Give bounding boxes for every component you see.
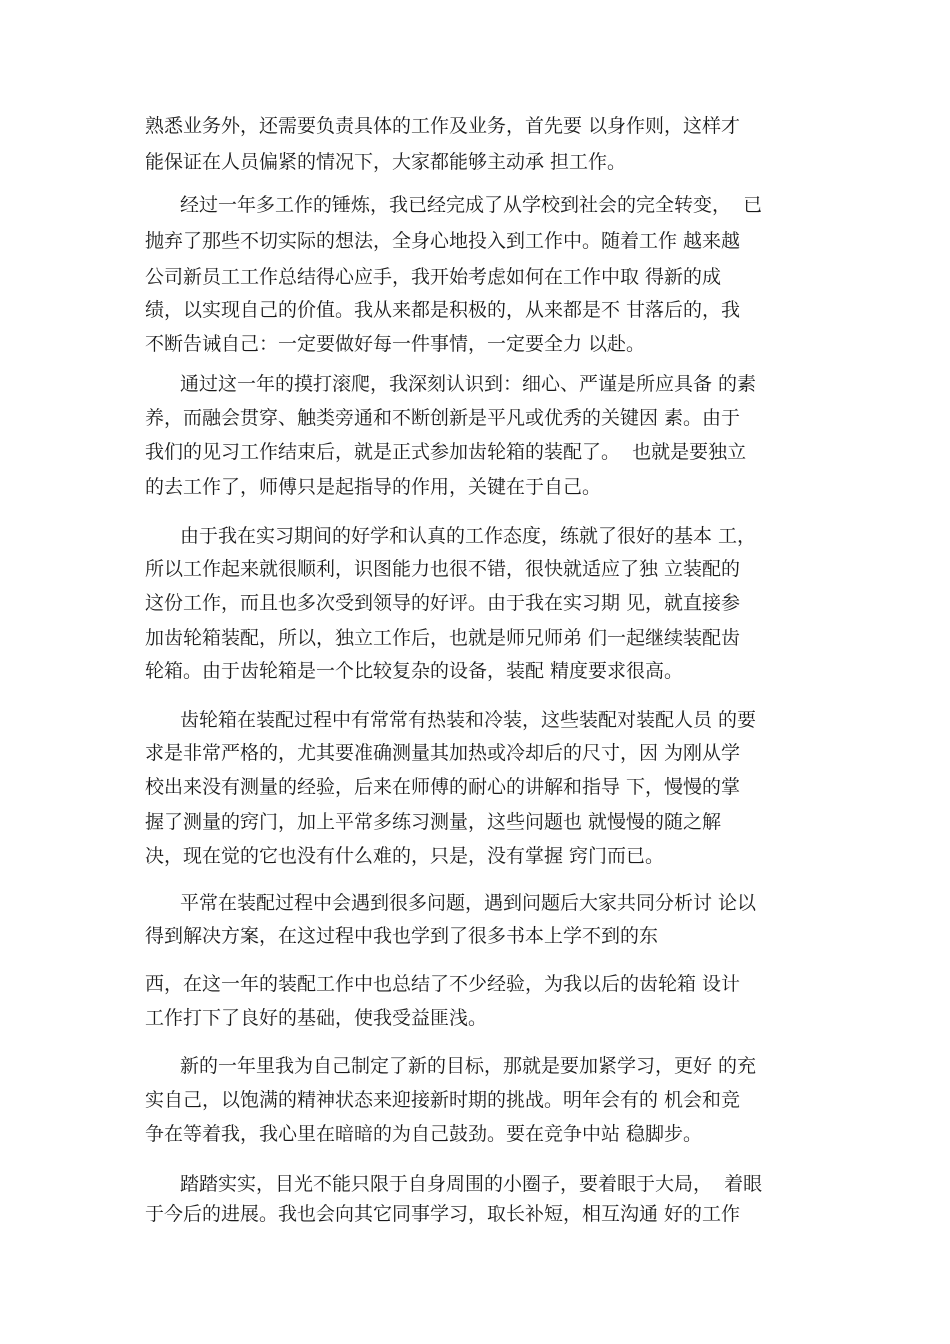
text-line: 踏踏实实，目光不能只限于自身周围的小圈子，要着眼于大局， 着眼 — [180, 1173, 763, 1195]
text-line: 平常在装配过程中会遇到很多问题，遇到问题后大家共同分析讨 论以 — [180, 892, 757, 914]
text-line: 实自己，以饱满的精神状态来迎接新时期的挑战。明年会有的 机会和竞 — [145, 1089, 741, 1111]
text-line: 由于我在实习期间的好学和认真的工作态度，练就了很好的基本 工， — [180, 525, 757, 547]
text-line: 西，在这一年的装配工作中也总结了不少经验，为我以后的齿轮箱 设计 — [145, 973, 741, 995]
text-line: 我们的见习工作结束后，就是正式参加齿轮箱的装配了。 也就是要独立 — [145, 441, 747, 463]
text-line: 绩，以实现自己的价值。我从来都是积极的，从来都是不 甘落后的，我 — [145, 299, 741, 321]
text-line: 的去工作了，师傅只是起指导的作用，关键在于自己。 — [145, 476, 602, 498]
text-line: 求是非常严格的，尤其要准确测量其加热或冷却后的尺寸，因 为刚从学 — [145, 742, 741, 764]
text-line: 熟悉业务外，还需要负责具体的工作及业务，首先要 以身作则，这样才 — [145, 115, 741, 137]
text-line: 养，而融会贯穿、触类旁通和不断创新是平凡或优秀的关键因 素。由于 — [145, 407, 741, 429]
text-line: 公司新员工工作总结得心应手，我开始考虑如何在工作中取 得新的成 — [145, 266, 722, 288]
text-line: 这份工作，而且也多次受到领导的好评。由于我在实习期 见，就直接参 — [145, 592, 741, 614]
text-line: 争在等着我，我心里在暗暗的为自己鼓劲。要在竞争中站 稳脚步。 — [145, 1123, 703, 1145]
text-line: 经过一年多工作的锤炼，我已经完成了从学校到社会的完全转变， 已 — [180, 194, 763, 216]
text-line: 校出来没有测量的经验，后来在师傅的耐心的讲解和指导 下，慢慢的掌 — [145, 776, 741, 798]
text-line: 决，现在觉的它也没有什么难的，只是，没有掌握 窍门而已。 — [145, 845, 665, 867]
text-line: 所以工作起来就很顺利，识图能力也很不错，很快就适应了独 立装配的 — [145, 558, 741, 580]
text-line: 通过这一年的摸打滚爬，我深刻认识到：细心、严谨是所应具备 的素 — [180, 373, 757, 395]
text-line: 加齿轮箱装配，所以，独立工作后，也就是师兄师弟 们一起继续装配齿 — [145, 627, 741, 649]
text-line: 能保证在人员偏紧的情况下，大家都能够主动承 担工作。 — [145, 151, 627, 173]
text-line: 抛弃了那些不切实际的想法，全身心地投入到工作中。随着工作 越来越 — [145, 230, 741, 252]
text-line: 齿轮箱在装配过程中有常常有热装和冷装，这些装配对装配人员 的要 — [180, 709, 757, 731]
text-line: 握了测量的窍门，加上平常多练习测量，这些问题也 就慢慢的随之解 — [145, 811, 722, 833]
text-line: 得到解决方案，在这过程中我也学到了很多书本上学不到的东 — [145, 925, 659, 947]
text-line: 新的一年里我为自己制定了新的目标，那就是要加紧学习，更好 的充 — [180, 1055, 757, 1077]
text-line: 工作打下了良好的基础，使我受益匪浅。 — [145, 1007, 488, 1029]
text-line: 于今后的进展。我也会向其它同事学习，取长补短，相互沟通 好的工作 — [145, 1203, 741, 1225]
text-line: 轮箱。由于齿轮箱是一个比较复杂的设备，装配 精度要求很高。 — [145, 660, 684, 682]
text-line: 不断告诫自己：一定要做好每一件事情，一定要全力 以赴。 — [145, 333, 646, 355]
